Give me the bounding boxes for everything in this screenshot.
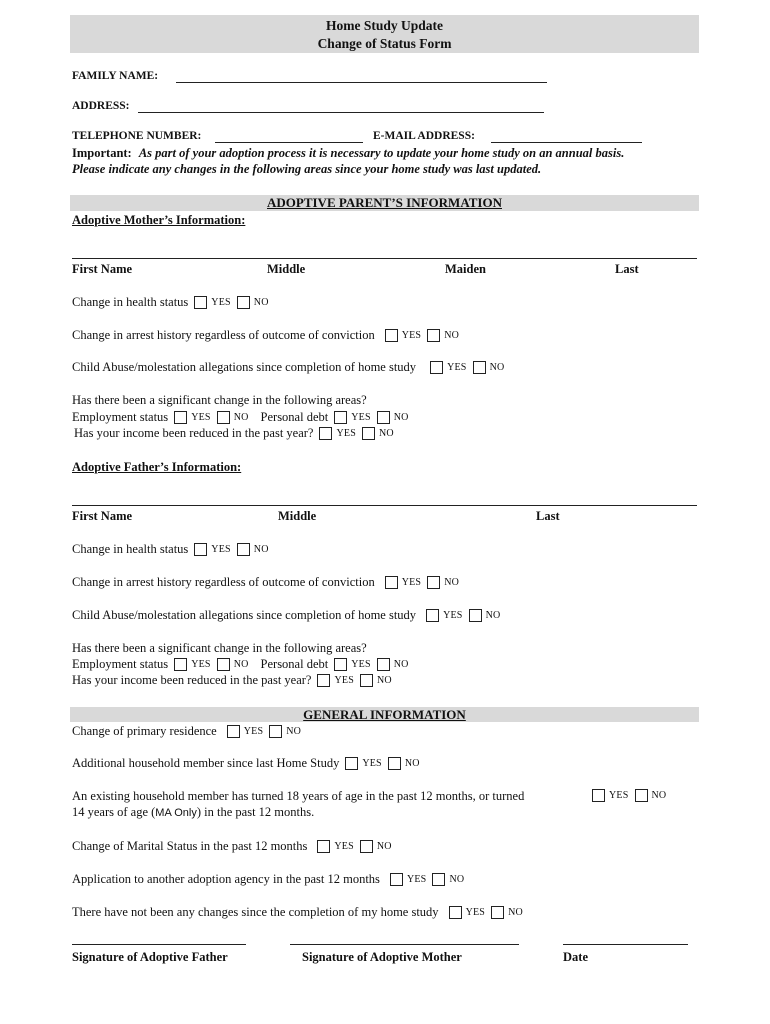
- question-text: Has your income been reduced in the past year?: [72, 673, 312, 687]
- question-text: Change in health status: [72, 295, 189, 309]
- no-label: NO: [393, 412, 409, 423]
- employment-yes-checkbox[interactable]: [174, 411, 187, 424]
- yes-label: YES: [609, 790, 629, 801]
- yes-checkbox[interactable]: [317, 674, 330, 687]
- yes-checkbox[interactable]: [385, 329, 398, 342]
- no-checkbox[interactable]: [237, 296, 250, 309]
- question-text: Change in arrest history regardless of outcome of conviction: [72, 328, 375, 342]
- question-text: Change of primary residence: [72, 724, 217, 738]
- mother-employment-debt-question: [72, 410, 409, 425]
- mother-name-line[interactable]: [72, 258, 697, 259]
- father-middle-label: Middle: [278, 509, 317, 523]
- no-checkbox[interactable]: [360, 840, 373, 853]
- email-label: E-MAIL ADDRESS:: [373, 130, 475, 142]
- yes-label: YES: [362, 758, 382, 769]
- email-field[interactable]: [491, 142, 642, 143]
- section-heading-parents: ADOPTIVE PARENT’S INFORMATION: [267, 195, 502, 210]
- date-label: Date: [563, 950, 588, 964]
- form-title: Home Study Update: [325, 18, 443, 33]
- yes-label: YES: [443, 610, 463, 621]
- father-heading: Adoptive Father’s Information:: [72, 460, 242, 474]
- no-label: NO: [376, 675, 392, 686]
- yes-checkbox[interactable]: [317, 840, 330, 853]
- yes-checkbox[interactable]: [430, 361, 443, 374]
- employment-yes-checkbox[interactable]: [174, 658, 187, 671]
- no-checkbox[interactable]: [388, 757, 401, 770]
- turned-18-line2: [72, 805, 314, 820]
- father-name-line[interactable]: [72, 505, 697, 506]
- yes-checkbox[interactable]: [227, 725, 240, 738]
- yes-checkbox[interactable]: [194, 296, 207, 309]
- no-label: NO: [253, 297, 269, 308]
- question-text: Child Abuse/molestation allegations since completion of home study: [72, 360, 417, 374]
- no-label: NO: [444, 330, 460, 341]
- mother-maiden-label: Maiden: [445, 262, 486, 276]
- question-text: Change in arrest history regardless of outcome of conviction: [72, 575, 375, 589]
- important-label: Important:: [72, 146, 132, 160]
- residence-question: [72, 724, 301, 739]
- family-name-label: FAMILY NAME:: [72, 70, 159, 82]
- address-label: ADDRESS:: [72, 100, 130, 112]
- no-checkbox[interactable]: [427, 329, 440, 342]
- no-checkbox[interactable]: [635, 789, 648, 802]
- no-label: NO: [233, 659, 249, 670]
- yes-label: YES: [334, 841, 354, 852]
- question-text: There have not been any changes since the completion of my home study: [72, 905, 439, 919]
- mother-signature-line[interactable]: [290, 944, 519, 945]
- employment-no-checkbox[interactable]: [217, 658, 230, 671]
- father-significant-change: Has there been a significant change in the following areas?: [72, 641, 367, 655]
- no-checkbox[interactable]: [473, 361, 486, 374]
- no-checkbox[interactable]: [237, 543, 250, 556]
- no-checkbox[interactable]: [362, 427, 375, 440]
- mother-health-question: [72, 295, 269, 310]
- yes-checkbox[interactable]: [319, 427, 332, 440]
- mother-signature-label: Signature of Adoptive Mother: [302, 950, 462, 964]
- turned-18-line1: An existing household member has turned 18 years of age in the past 12 months, or turned: [72, 789, 525, 803]
- ma-only-note: MA Only: [155, 807, 197, 819]
- yes-label: YES: [351, 412, 371, 423]
- family-name-field[interactable]: [176, 82, 547, 83]
- employment-text: Employment status: [72, 657, 169, 671]
- father-income-question: [72, 673, 392, 688]
- yes-label: YES: [351, 659, 371, 670]
- no-label: NO: [444, 577, 460, 588]
- yes-label: YES: [336, 428, 356, 439]
- telephone-field[interactable]: [215, 142, 363, 143]
- debt-yes-checkbox[interactable]: [334, 411, 347, 424]
- yes-label: YES: [211, 297, 231, 308]
- debt-no-checkbox[interactable]: [377, 411, 390, 424]
- yes-checkbox[interactable]: [390, 873, 403, 886]
- father-signature-line[interactable]: [72, 944, 246, 945]
- no-label: NO: [485, 610, 501, 621]
- father-employment-debt-question: [72, 657, 409, 672]
- yes-label: YES: [401, 330, 422, 341]
- form-subtitle: Change of Status Form: [317, 36, 452, 51]
- father-abuse-question: [72, 608, 500, 623]
- no-checkbox[interactable]: [491, 906, 504, 919]
- date-line[interactable]: [563, 944, 688, 945]
- father-last-label: Last: [536, 509, 560, 523]
- debt-no-checkbox[interactable]: [377, 658, 390, 671]
- no-checkbox[interactable]: [427, 576, 440, 589]
- no-checkbox[interactable]: [469, 609, 482, 622]
- yes-checkbox[interactable]: [385, 576, 398, 589]
- turned-18-options: [586, 789, 666, 802]
- no-label: NO: [651, 790, 667, 801]
- mother-heading: Adoptive Mother’s Information:: [72, 213, 246, 227]
- other-agency-question: [72, 872, 464, 887]
- question-text: Child Abuse/molestation allegations since completion of home study: [72, 608, 417, 622]
- mother-abuse-question: [72, 360, 504, 375]
- question-text: Additional household member since last Home Study: [72, 756, 340, 770]
- father-health-question: [72, 542, 269, 557]
- no-label: NO: [489, 362, 505, 373]
- important-note: [72, 146, 624, 161]
- section-heading-general: GENERAL INFORMATION: [303, 707, 466, 722]
- turned-18-line2a: 14 years of age (: [72, 805, 156, 819]
- debt-text: Personal debt: [260, 657, 329, 671]
- question-text: Has your income been reduced in the past year?: [74, 426, 314, 440]
- no-label: NO: [253, 544, 269, 555]
- no-label: NO: [449, 874, 465, 885]
- address-field[interactable]: [138, 112, 544, 113]
- father-arrest-question: [72, 575, 459, 590]
- yes-label: YES: [191, 659, 211, 670]
- no-label: NO: [404, 758, 420, 769]
- question-text: Change of Marital Status in the past 12 months: [72, 839, 308, 853]
- father-first-name-label: First Name: [72, 509, 133, 523]
- mother-last-label: Last: [615, 262, 639, 276]
- yes-label: YES: [211, 544, 231, 555]
- question-text: Application to another adoption agency in the past 12 months: [72, 872, 380, 886]
- question-text: Change in health status: [72, 542, 189, 556]
- yes-checkbox[interactable]: [449, 906, 462, 919]
- yes-label: YES: [465, 907, 486, 918]
- no-changes-question: [72, 905, 523, 920]
- no-checkbox[interactable]: [269, 725, 282, 738]
- telephone-label: TELEPHONE NUMBER:: [72, 130, 202, 142]
- yes-label: YES: [191, 412, 211, 423]
- no-checkbox[interactable]: [432, 873, 445, 886]
- turned-18-line2b: ) in the past 12 months.: [196, 805, 315, 819]
- yes-label: YES: [447, 362, 467, 373]
- mother-income-question: [74, 426, 394, 441]
- no-label: NO: [376, 841, 392, 852]
- debt-text: Personal debt: [260, 410, 329, 424]
- debt-yes-checkbox[interactable]: [334, 658, 347, 671]
- mother-arrest-question: [72, 328, 459, 343]
- no-label: NO: [286, 726, 302, 737]
- employment-text: Employment status: [72, 410, 169, 424]
- yes-label: YES: [243, 726, 264, 737]
- important-line1: As part of your adoption process it is necessary to update your home study on an annual basis.: [138, 146, 625, 160]
- marital-question: [72, 839, 392, 854]
- household-member-question: [72, 756, 420, 771]
- no-label: NO: [508, 907, 523, 918]
- yes-label: YES: [334, 675, 354, 686]
- yes-checkbox[interactable]: [194, 543, 207, 556]
- no-label: NO: [393, 659, 409, 670]
- yes-checkbox[interactable]: [345, 757, 358, 770]
- no-checkbox[interactable]: [360, 674, 373, 687]
- mother-significant-change: Has there been a significant change in the following areas?: [72, 393, 367, 407]
- yes-checkbox[interactable]: [426, 609, 439, 622]
- no-label: NO: [233, 412, 249, 423]
- mother-first-name-label: First Name: [72, 262, 133, 276]
- yes-checkbox[interactable]: [592, 789, 605, 802]
- father-signature-label: Signature of Adoptive Father: [72, 950, 228, 964]
- yes-label: YES: [401, 577, 422, 588]
- no-label: NO: [378, 428, 394, 439]
- important-line2: Please indicate any changes in the following areas since your home study was last updated.: [72, 162, 542, 176]
- yes-label: YES: [406, 874, 427, 885]
- mother-middle-label: Middle: [267, 262, 306, 276]
- employment-no-checkbox[interactable]: [217, 411, 230, 424]
